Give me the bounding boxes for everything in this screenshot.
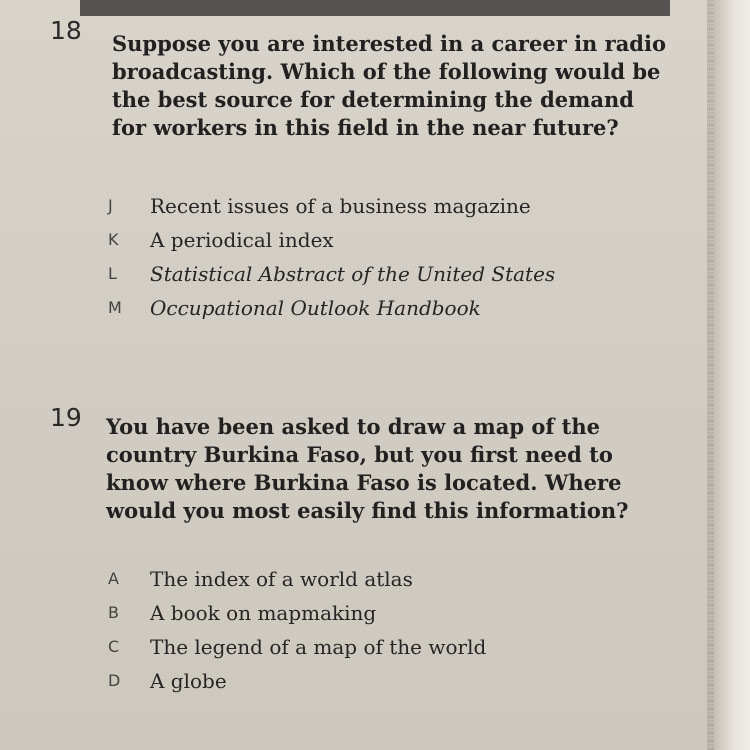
option-text: The index of a world atlas [150,567,413,591]
option-text: A book on mapmaking [150,601,377,625]
option-letter: L [108,264,117,283]
option-letter: D [108,671,121,690]
question-stem: You have been asked to draw a map of the country Burkina Faso, but you first need to know where Burkina Faso is located. Where would you most easily find this information? [106,414,629,523]
top-shadow-strip [80,0,670,16]
option-letter: J [108,196,113,215]
option-text: Statistical Abstract of the United States [150,262,556,286]
option-letter: M [108,298,122,317]
option-letter: A [108,569,119,588]
page-right-edge [714,0,750,750]
option-text: The legend of a map of the world [150,635,487,659]
question-stem: Suppose you are interested in a career in radio broadcasting. Which of the following would be the best source for determining the demand for workers in this field in the near future? [112,31,666,140]
option-text: A periodical index [150,228,334,252]
question-number: 19 [50,403,82,432]
option-letter: C [108,637,120,656]
option-text: A globe [150,669,227,693]
option-letter: K [108,230,119,249]
question-number: 18 [50,16,82,45]
option-text: Recent issues of a business magazine [150,194,531,218]
option-text: Occupational Outlook Handbook [150,296,481,320]
option-letter: B [108,603,119,622]
